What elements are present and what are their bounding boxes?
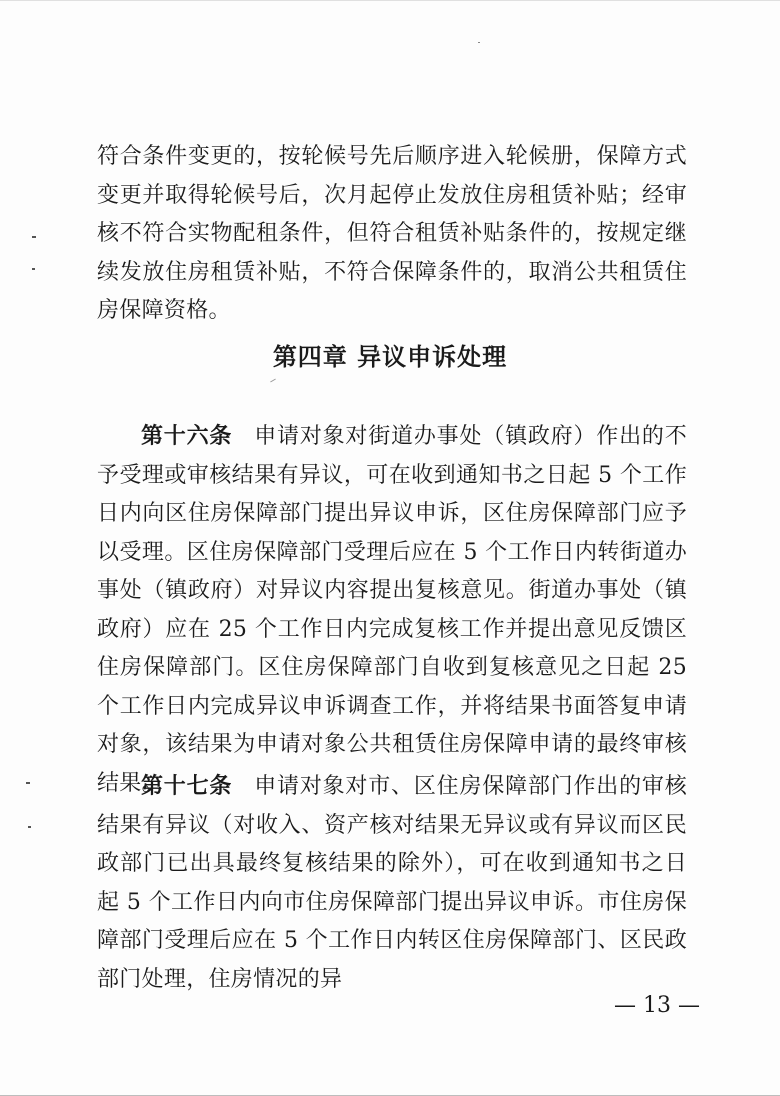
scan-speck (270, 379, 276, 383)
article-16-number: 第十六条 (141, 424, 233, 449)
article-17-text: 申请对象对市、区住房保障部门作出的审核结果有异议（对收入、资产核对结果无异议或有异议而区民政部门已出具最终复核结果的除外），可在收到通知书之日起 5 个工作日内向市住房保障部门提出异议申诉。市住房保障部门受理后应在 5 个工作日内转区住房保障部门、区民政部门处理，住房情况的异 (97, 774, 687, 992)
binding-hole-mark (26, 782, 30, 784)
binding-hole-mark (32, 268, 35, 270)
page-number: — 13 — (614, 993, 700, 1018)
chapter-title: 第四章 异议申诉处理 (272, 343, 508, 371)
continuation-paragraph: 符合条件变更的，按轮候号先后顺序进入轮候册，保障方式变更并取得轮候号后，次月起停止发放住房租赁补贴；经审核不符合实物配租条件，但符合租赁补贴条件的，按规定继续发放住房租赁补贴，不符合保障条件的，取消公共租赁住房保障资格。 (97, 144, 687, 323)
scan-speck (478, 42, 480, 43)
binding-hole-mark (32, 236, 36, 238)
article-16-text: 申请对象对街道办事处（镇政府）作出的不予受理或审核结果有异议，可在收到通知书之日起 5 个工作日内向区住房保障部门提出异议申诉，区住房保障部门应予以受理。区住房保障部门受理后应在 5 个工作日内转街道办事处（镇政府）对异议内容提出复核意见。街道办事处（镇政府）应在 25 个工作日内完成复核工作并提出意见反馈区住房保障部门。区住房保障部门自收到复核意见之日起 25 个工作日内完成异议申诉调查工作，并将结果书面答复申请对象，该结果为申请对象公共租赁住房保障申请的最终审核结果。 (97, 424, 687, 796)
article-17-number: 第十七条 (141, 774, 233, 799)
article-17 (97, 768, 687, 999)
article-16 (97, 418, 687, 803)
binding-hole-mark (28, 826, 31, 828)
page-top-edge (0, 0, 780, 1)
